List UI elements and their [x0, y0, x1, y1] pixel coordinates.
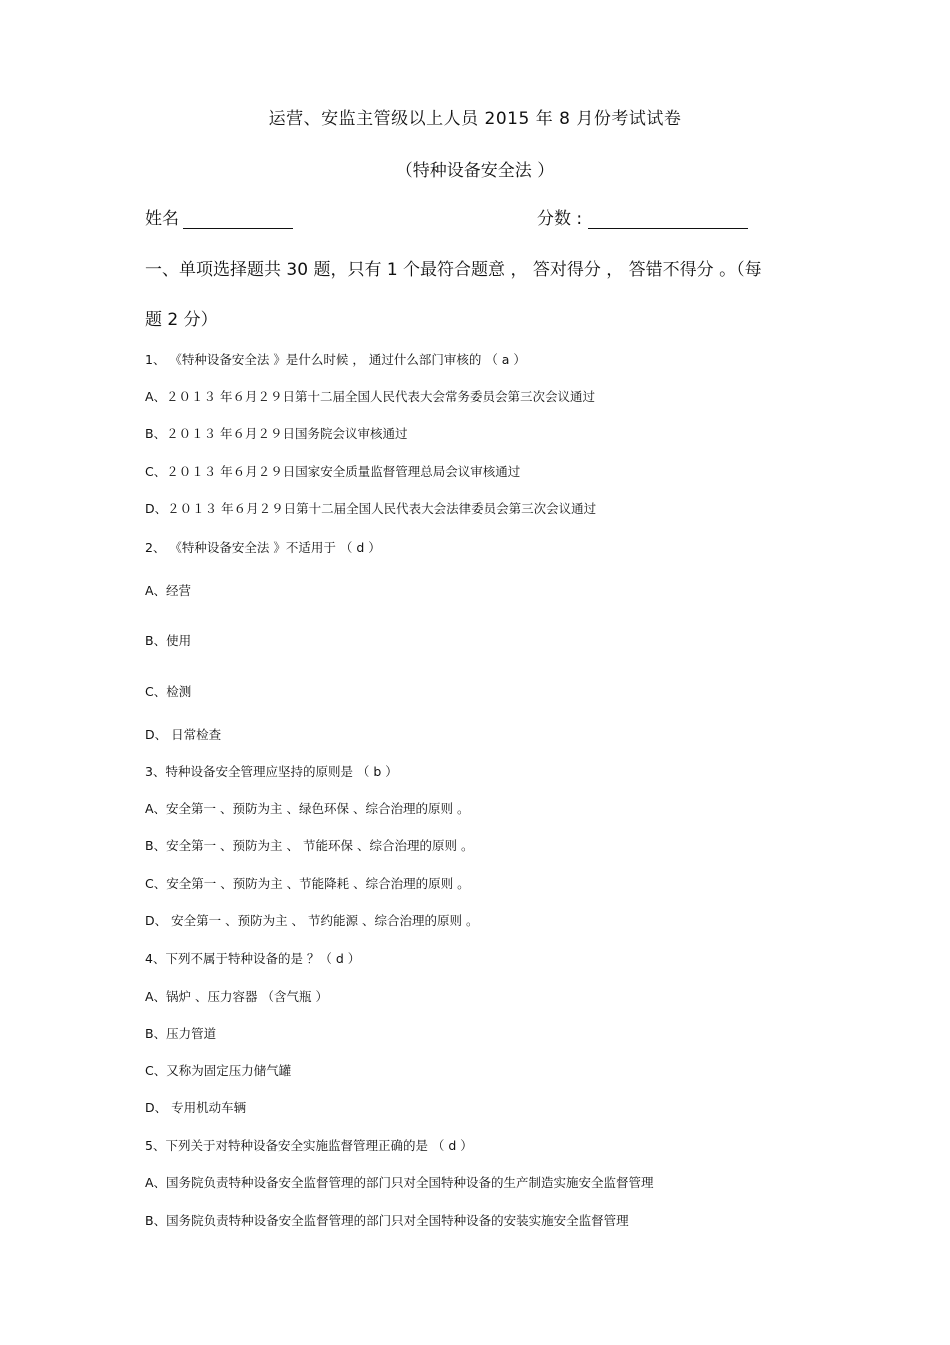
name-field [145, 204, 293, 229]
question-option: C、安全第一 、预防为主 、节能降耗 、综合治理的原则 。 [145, 876, 470, 891]
question-option: B、安全第一 、预防为主 、 节能环保 、综合治理的原则 。 [145, 838, 474, 853]
question-stem: 2、 《特种设备安全法 》不适用于 （ d ） [145, 540, 381, 555]
question-stem: 5、下列关于对特种设备安全实施监督管理正确的是 （ d ） [145, 1138, 473, 1153]
page-title: 运营、安监主管级以上人员 2015 年 8 月份考试试卷 [268, 109, 682, 129]
name-blank [183, 208, 293, 229]
score-blank [588, 208, 748, 229]
question-option: A、安全第一 、预防为主 、绿色环保 、综合治理的原则 。 [145, 801, 470, 816]
question-option: A、经营 [145, 583, 192, 598]
section-heading-line2: 题 2 分） [145, 310, 218, 330]
question-stem: 4、下列不属于特种设备的是 ？（ d ） [145, 951, 361, 966]
section-heading-line1: 一、单项选择题共 30 题，只有 1 个最符合题意 ， 答对得分 ， 答错不得分 。（每 [145, 260, 762, 280]
name-label: 姓名 [145, 209, 179, 229]
question-option: C、２０１３ 年６月２９日国家安全质量监督管理总局会议审核通过 [145, 464, 521, 479]
question-option: B、压力管道 [145, 1026, 217, 1041]
question-option: C、检测 [145, 684, 192, 699]
question-option: A、２０１３ 年６月２９日第十二届全国人民代表大会常务委员会第三次会议通过 [145, 389, 596, 404]
score-label: 分数 : [537, 209, 583, 229]
question-option: B、使用 [145, 633, 192, 648]
question-stem: 1、 《特种设备安全法 》是什么时候 ， 通过什么部门审核的 （ a ） [145, 352, 526, 367]
question-option: D、 日常检查 [145, 727, 222, 742]
score-field [537, 204, 748, 229]
question-option: A、国务院负责特种设备安全监督管理的部门只对全国特种设备的生产制造实施安全监督管理 [145, 1175, 654, 1190]
question-option: D、 安全第一 、预防为主 、 节约能源 、综合治理的原则 。 [145, 913, 479, 928]
question-option: C、又称为固定压力储气罐 [145, 1063, 292, 1078]
question-option: D、 专用机动车辆 [145, 1100, 247, 1115]
question-option: D、２０１３ 年６月２９日第十二届全国人民代表大会法律委员会第三次会议通过 [145, 501, 597, 516]
question-option: B、２０１３ 年６月２９日国务院会议审核通过 [145, 426, 408, 441]
page-subtitle: （特种设备安全法 ） [395, 161, 555, 181]
question-option: B、国务院负责特种设备安全监督管理的部门只对全国特种设备的安装实施安全监督管理 [145, 1213, 629, 1228]
question-stem: 3、特种设备安全管理应坚持的原则是 （ b ） [145, 764, 398, 779]
question-option: A、锅炉 、压力容器 （含气瓶 ） [145, 989, 328, 1004]
